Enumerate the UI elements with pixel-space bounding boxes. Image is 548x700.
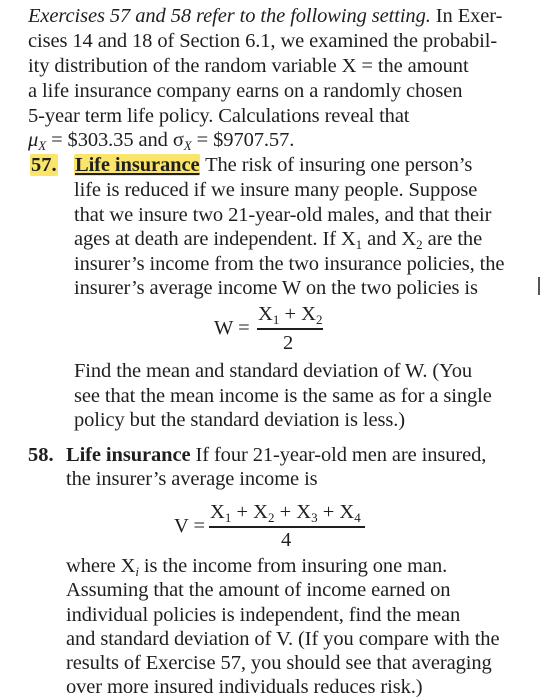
formula-v-x4: + X — [317, 501, 355, 523]
intro-line-5: 5-year term life policy. Calculations reveal that — [28, 105, 410, 127]
exercise-57-title: Life insurance — [75, 154, 200, 176]
exercise-57-line-3: that we insure two 21-year-old males, and that their — [74, 204, 492, 226]
exercise-57-number-highlight: 57. — [31, 154, 57, 176]
formula-v-x4-sub: 4 — [354, 510, 361, 525]
exercise-58-after-2: Assuming that the amount of income earned on — [66, 579, 451, 601]
formula-w-lhs: W = — [214, 317, 250, 339]
exercise-58-after-4: and standard deviation of V. (If you compare with the — [66, 628, 500, 650]
exercise-57-after-1: Find the mean and standard deviation of W. (You — [74, 360, 473, 382]
x2-subscript: 2 — [416, 237, 423, 252]
exercise-58-after-1 — [66, 554, 447, 578]
mu-symbol: μ — [28, 129, 39, 151]
exercise-57-line-4 — [74, 227, 482, 251]
intro-line-4: a life insurance company earns on a randomly chosen — [28, 80, 463, 102]
exercise-57-line-4-start: ages at death are independent. If X — [74, 228, 356, 250]
exercise-58-line-2: the insurer’s average income is — [66, 468, 318, 490]
formula-v-x1: X — [210, 501, 225, 523]
intro-line-6-mid: = $303.35 and σ — [46, 129, 184, 151]
intro-line-2: cises 14 and 18 of Section 6.1, we examined the probabil- — [28, 30, 498, 52]
exercise-58-number: 58. — [28, 444, 54, 466]
text-cursor-mark — [538, 277, 540, 295]
exercise-58-after-1-end: is the income from insuring one man. — [138, 555, 448, 577]
exercise-58-after-5: results of Exercise 57, you should see that averaging — [66, 652, 492, 674]
intro-setting-italic: Exercises 57 and 58 refer to the following setting. — [28, 5, 431, 27]
exercise-57-after-3: policy but the standard deviation is less.) — [74, 409, 406, 431]
sigma-subscript: X — [183, 138, 192, 153]
formula-w-x1-sub: 1 — [272, 312, 280, 327]
intro-line-6-end: = $9707.57. — [191, 129, 295, 151]
xi-subscript: i — [135, 564, 139, 579]
exercise-57-number — [30, 153, 58, 177]
exercise-57-line-2: life is reduced if we insure many people. Suppose — [74, 179, 478, 201]
exercise-57-line-6: insurer’s average income W on the two policies is — [74, 277, 478, 299]
intro-line-1 — [28, 4, 502, 28]
formula-w-plus-x2: + X — [279, 303, 316, 325]
exercise-57-line-4-mid: and X — [362, 228, 417, 250]
x1-subscript: 1 — [355, 237, 363, 252]
formula-v-x2: + X — [231, 501, 268, 523]
exercise-57-line-4-end: are the — [422, 228, 483, 250]
formula-w-x2-sub: 2 — [315, 312, 323, 327]
formula-v-numerator — [210, 500, 361, 524]
formula-v-lhs: V = — [174, 515, 206, 537]
exercise-57-line-5: insurer’s income from the two insurance policies, the — [74, 253, 505, 275]
intro-line-3: ity distribution of the random variable X = the amount — [28, 55, 469, 77]
intro-line-6 — [28, 128, 294, 152]
formula-v-x3-sub: 3 — [311, 510, 318, 525]
formula-v-x3: + X — [274, 501, 312, 523]
mu-subscript: X — [38, 138, 47, 153]
exercise-57-after-2: see that the mean income is the same as for a single — [74, 385, 492, 407]
intro-line-1-rest: In Exer- — [430, 5, 503, 27]
exercise-58-after-6: over more insured individuals reduces risk.) — [66, 676, 423, 698]
exercise-58-line-1-rest: If four 21-year-old men are insured, — [190, 444, 487, 466]
exercise-58-line-1 — [66, 443, 486, 467]
exercise-57-line-1-rest: The risk of insuring one person’s — [200, 154, 473, 176]
exercise-58-after-1-start: where X — [66, 555, 136, 577]
formula-v-denominator: 4 — [281, 529, 292, 551]
exercise-58-after-3: individual policies is independent, find the mean — [66, 604, 461, 626]
formula-w-fraction-bar — [257, 328, 323, 330]
formula-v-x2-sub: 2 — [267, 510, 275, 525]
exercise-57-line-1 — [74, 153, 472, 177]
formula-w-numerator — [258, 302, 322, 326]
formula-w-x1: X — [258, 303, 273, 325]
exercise-58-title: Life insurance — [66, 444, 191, 466]
formula-v-x1-sub: 1 — [224, 510, 232, 525]
formula-w-denominator: 2 — [283, 332, 294, 354]
